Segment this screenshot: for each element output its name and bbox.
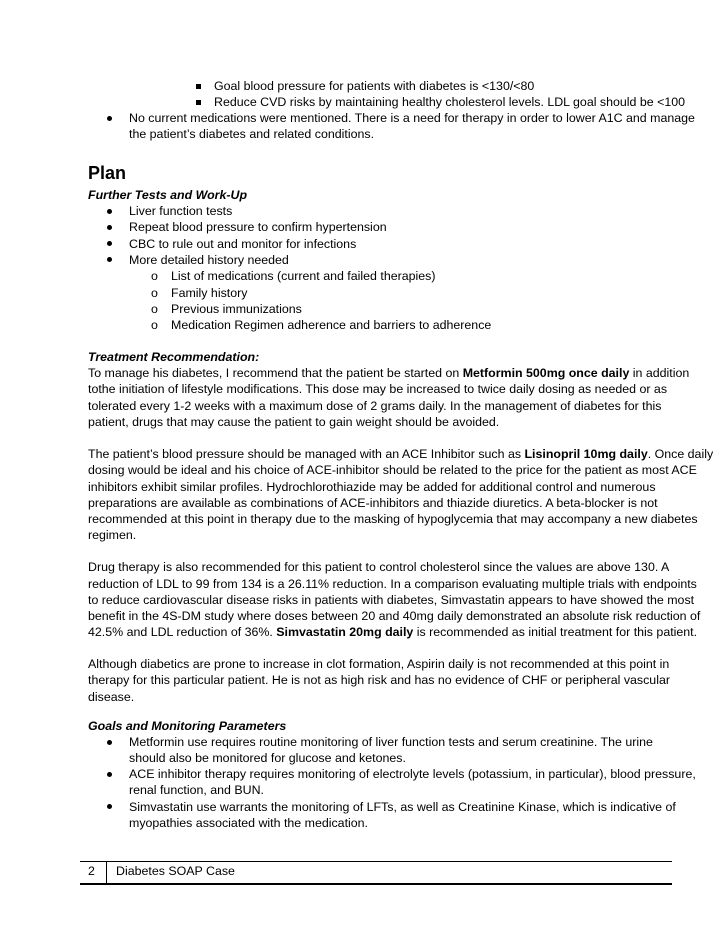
bullet-icon	[107, 116, 112, 121]
subheading-treatment: Treatment Recommendation:	[88, 350, 260, 364]
text-run: The patient’s blood pressure should be managed with an ACE Inhibitor such as	[88, 447, 525, 461]
paragraph-line	[88, 446, 713, 462]
bullet-icon	[107, 772, 112, 777]
circle-bullet-icon: o	[151, 286, 158, 300]
history-item: Family history	[171, 286, 248, 300]
test-item: Liver function tests	[129, 204, 233, 218]
bullet-icon	[107, 257, 112, 262]
footer-divider	[106, 862, 107, 883]
paragraph-line: therapy for this particular patient. He is not as high risk and has no evidence of CHF or peripheral vascular	[88, 673, 670, 687]
circle-bullet-icon: o	[151, 318, 158, 332]
test-item: CBC to rule out and monitor for infections	[129, 237, 357, 251]
text-run: 42.5% and LDL reduction of 36%.	[88, 625, 277, 639]
history-item: List of medications (current and failed therapies)	[171, 269, 436, 283]
goal-item: Simvastatin use warrants the monitoring of LFTs, as well as Creatinine Kinase, which is indicative of	[129, 800, 676, 814]
bullet-icon	[107, 740, 112, 745]
goal-item: ACE inhibitor therapy requires monitoring of electrolyte levels (potassium, in particular), blood pressure,	[129, 767, 696, 781]
text-run: is recommended as initial treatment for this patient.	[413, 625, 698, 639]
drug-simvastatin: Simvastatin 20mg daily	[276, 625, 414, 639]
paragraph-line	[88, 624, 697, 640]
bullet-icon	[107, 209, 112, 214]
drug-metformin: Metformin 500mg once daily	[462, 366, 630, 380]
bullet-icon	[107, 225, 112, 230]
goal-item: Metformin use requires routine monitoring of liver function tests and serum creatinine. The urine	[129, 735, 653, 749]
bullet-text: No current medications were mentioned. There is a need for therapy in order to lower A1C and manage	[129, 111, 695, 125]
circle-bullet-icon: o	[151, 302, 158, 316]
subheading-tests: Further Tests and Work-Up	[88, 188, 248, 202]
test-item: More detailed history needed	[129, 253, 289, 267]
text-run: . Once daily	[647, 447, 714, 461]
paragraph-line: benefit in the 4S-DM study where doses between 20 and 40mg daily demonstrated an absolute risk reduction of	[88, 609, 701, 623]
text-run: To manage his diabetes, I recommend that the patient be started on	[88, 366, 463, 380]
footer-title: Diabetes SOAP Case	[116, 864, 235, 878]
sub-bullet-text: Reduce CVD risks by maintaining healthy cholesterol levels. LDL goal should be <100	[214, 95, 685, 109]
paragraph-line: preparations are available as combinations of ACE-inhibitors and thiazide diuretics. A beta-blocker is not	[88, 496, 658, 510]
section-heading-plan: Plan	[88, 163, 127, 183]
paragraph-line: dosing would be ideal and his choice of ACE-inhibitor should be related to the price for the patient as most ACE	[88, 463, 697, 477]
text-run: in addition	[629, 366, 690, 380]
history-item: Medication Regimen adherence and barriers to adherence	[171, 318, 492, 332]
test-item: Repeat blood pressure to confirm hypertension	[129, 220, 387, 234]
square-bullet-icon	[196, 84, 201, 89]
circle-bullet-icon: o	[151, 269, 158, 283]
paragraph-line: regimen.	[88, 528, 137, 542]
paragraph-line: Although diabetics are prone to increase in clot formation, Aspirin daily is not recommended at this point in	[88, 657, 670, 671]
paragraph-line: recommended at this point in therapy due to the masking of hypoglycemia that may accompany a new diabetes	[88, 512, 698, 526]
paragraph-line: to reduce cardiovascular disease risks in patients with diabetes, Simvastatin appears to have showed the most	[88, 593, 695, 607]
goal-item: should also be monitored for glucose and ketones.	[129, 751, 406, 765]
paragraph-line: reduction of LDL to 99 from 134 is a 26.11% reduction. In a comparison evaluating multiple trials with endpoints	[88, 577, 697, 591]
history-item: Previous immunizations	[171, 302, 302, 316]
bullet-icon	[107, 804, 112, 809]
drug-lisinopril: Lisinopril 10mg daily	[524, 447, 648, 461]
goal-item: renal function, and BUN.	[129, 783, 264, 797]
page-number: 2	[88, 864, 95, 878]
bullet-icon	[107, 241, 112, 246]
page-footer	[80, 861, 672, 885]
goal-item: myopathies associated with the medication.	[129, 816, 368, 830]
paragraph-line: tolerated every 1-2 weeks with a maximum dose of 2 grams daily. In the management of diabetes for this	[88, 399, 662, 413]
subheading-goals: Goals and Monitoring Parameters	[88, 719, 287, 733]
paragraph-line	[88, 365, 689, 381]
paragraph-line: patient, drugs that may cause the patient to gain weight should be avoided.	[88, 415, 500, 429]
square-bullet-icon	[196, 100, 201, 105]
bullet-text: the patient’s diabetes and related conditions.	[129, 127, 375, 141]
paragraph-line: inhibitors exhibit similar profiles. Hydrochlorothiazide may be added for additional control and numerous	[88, 480, 656, 494]
paragraph-line: Drug therapy is also recommended for this patient to control cholesterol since the values are above 130. A	[88, 560, 670, 574]
paragraph-line: tothe initiation of lifestyle modifications. This dose may be increased to twice daily dosing as needed or as	[88, 382, 668, 396]
sub-bullet-text: Goal blood pressure for patients with diabetes is <130/<80	[214, 79, 535, 93]
paragraph-line: disease.	[88, 690, 135, 704]
